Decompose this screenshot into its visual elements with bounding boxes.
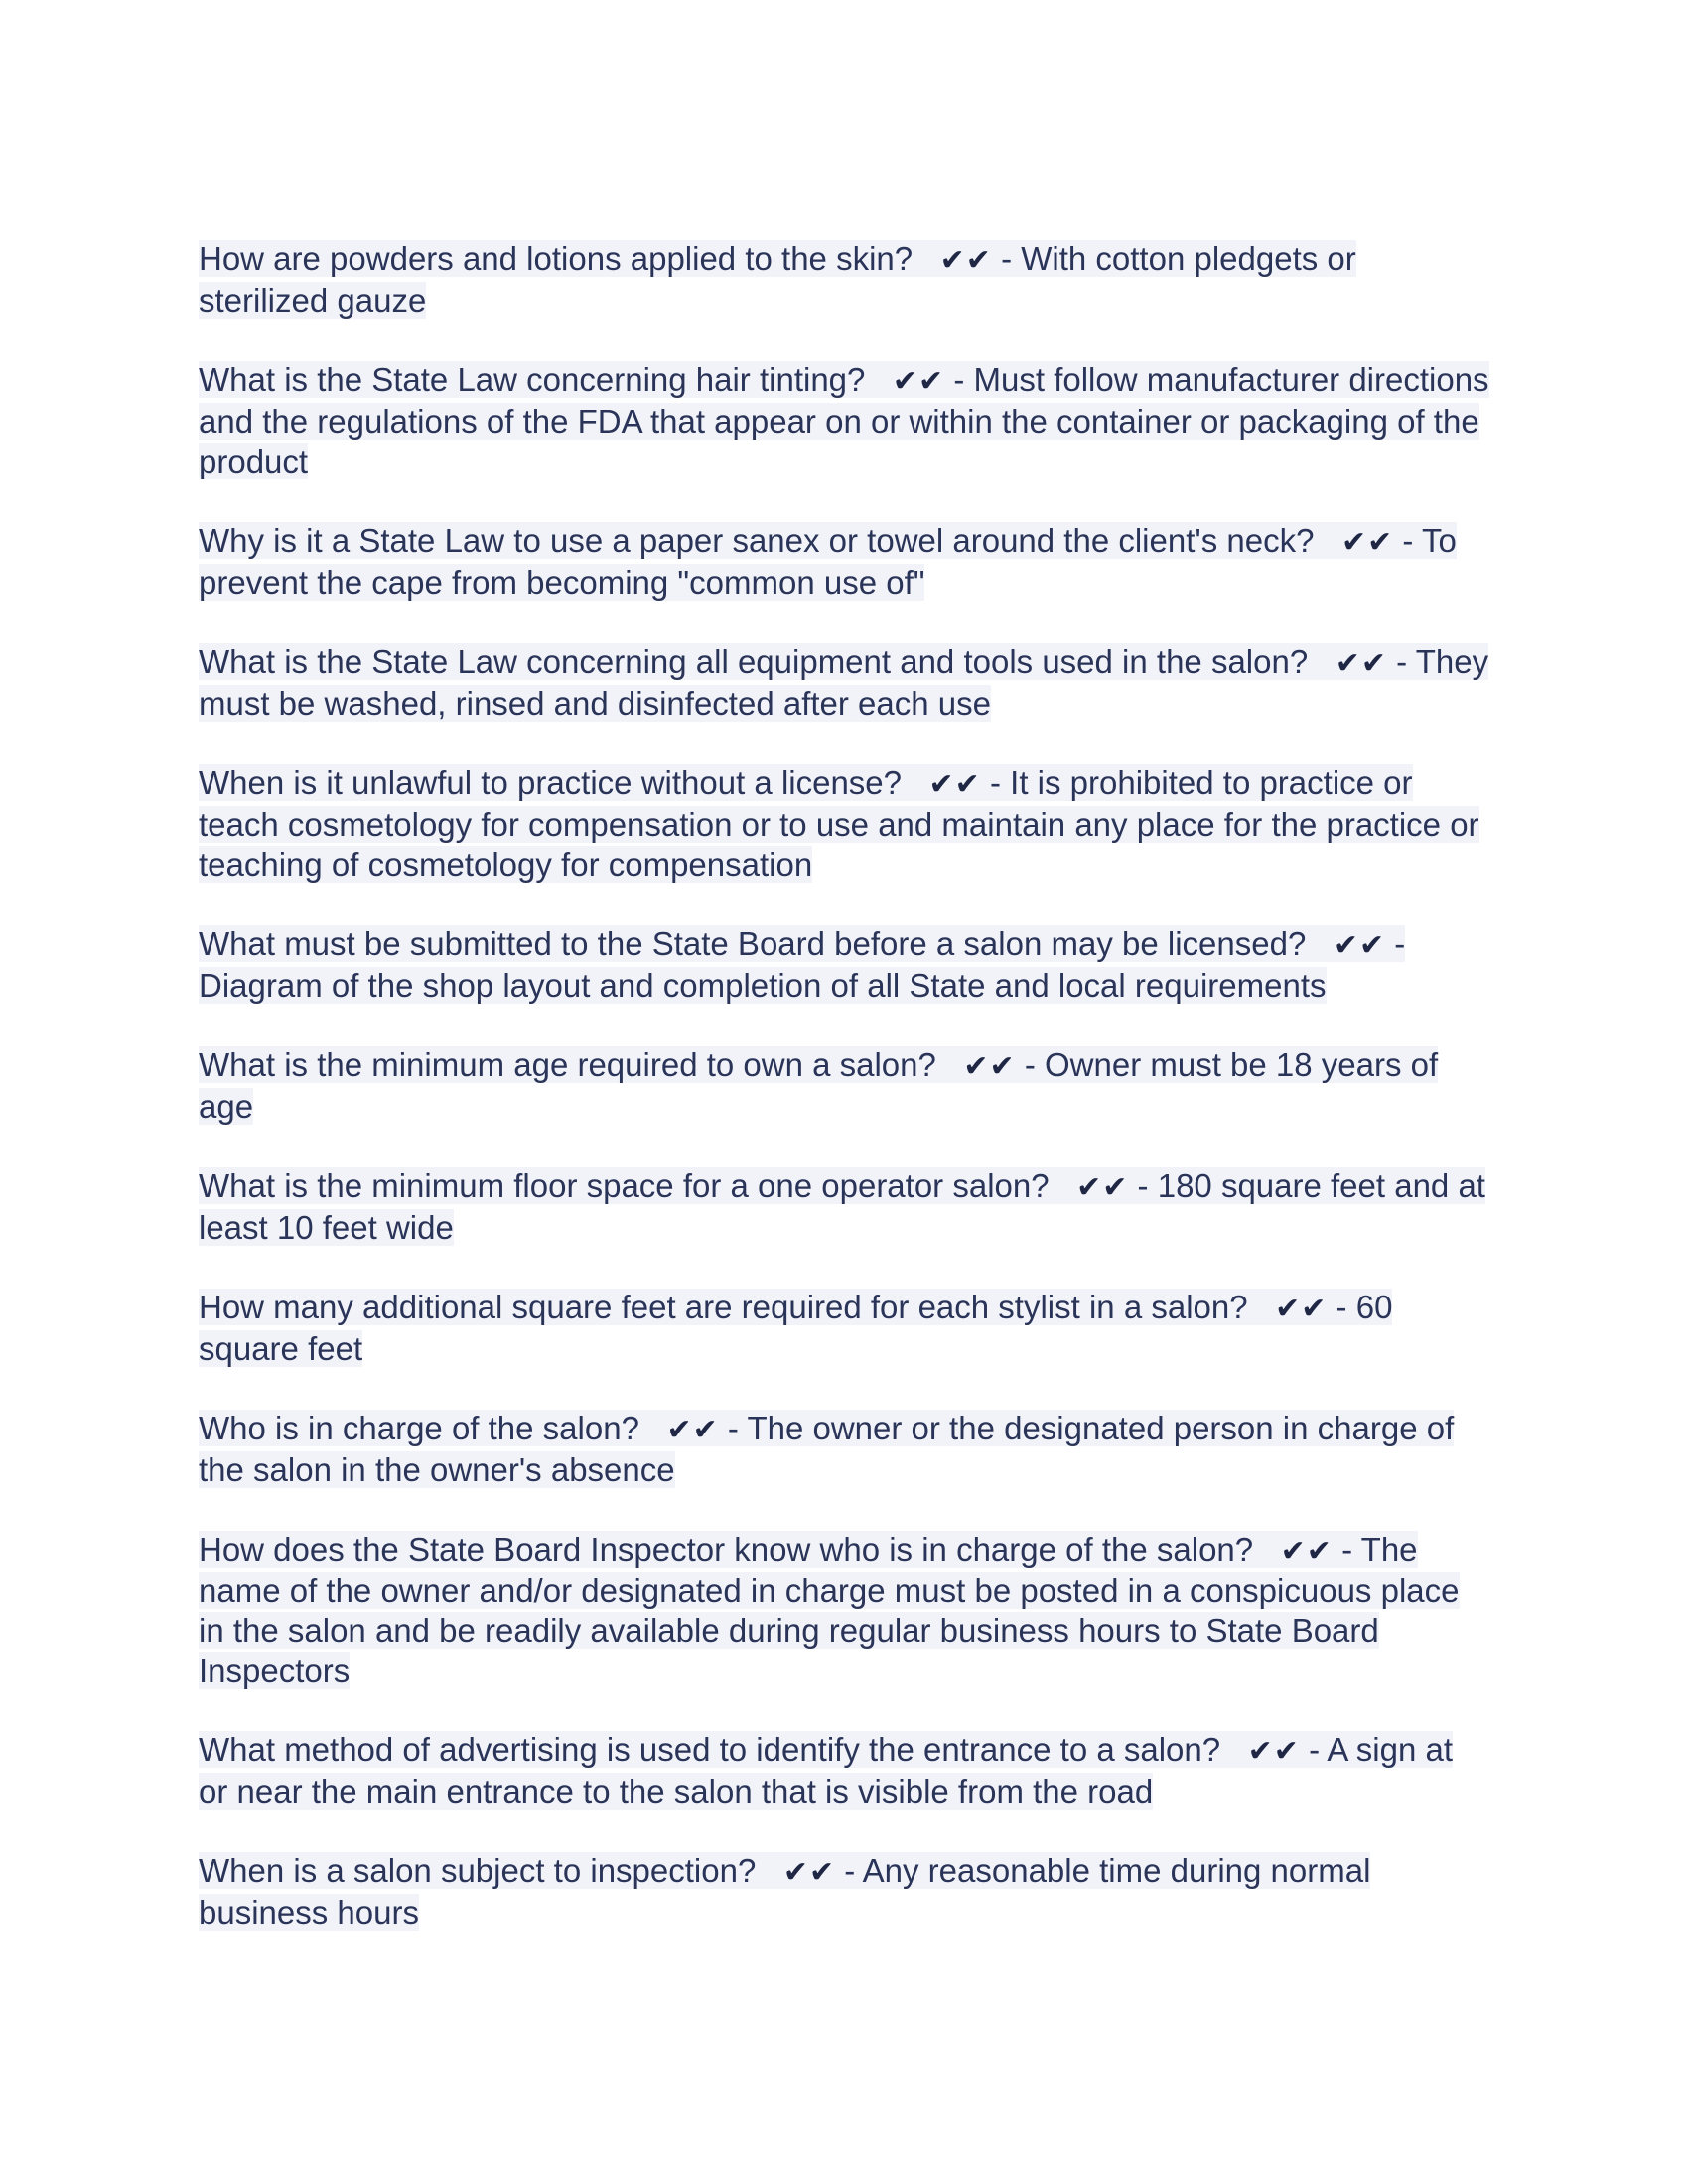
qa-highlight: When is a salon subject to inspection? ✔✔ - Any reasonable time during normal business hours: [199, 1852, 1371, 1931]
qa-highlight: What must be submitted to the State Board before a salon may be licensed? ✔✔ - Diagram of the shop layout and completion of all State and local requirements: [199, 925, 1406, 1004]
qa-text: [199, 1409, 1489, 1490]
double-check-icon: ✔✔: [1340, 525, 1394, 560]
qa-text: [199, 763, 1489, 885]
answer-text: The owner or the designated person in charge of the salon in the owner's absence: [199, 1410, 1455, 1488]
question-text: How are powders and lotions applied to the skin?: [199, 240, 914, 277]
answer-text: A sign at or near the main entrance to the salon that is visible from the road: [199, 1731, 1454, 1810]
question-text: What is the State Law concerning all equipment and tools used in the salon?: [199, 643, 1309, 680]
double-check-icon: ✔✔: [666, 1413, 719, 1447]
answer-text: Any reasonable time during normal business hours: [199, 1852, 1371, 1931]
question-text: What is the minimum floor space for a one operator salon?: [199, 1167, 1050, 1204]
double-check-icon: ✔✔: [1275, 1292, 1328, 1326]
answer-text: To prevent the cape from becoming "common use of": [199, 522, 1457, 601]
qa-item: [199, 1288, 1489, 1369]
answer-text: The name of the owner and/or designated in charge must be posted in a conspicuous place in the salon and be readily available during regular business hours to State Board Inspectors: [199, 1531, 1460, 1689]
qa-text: [199, 360, 1489, 481]
double-check-icon: ✔✔: [1333, 928, 1386, 963]
question-text: What is the State Law concerning hair tinting?: [199, 361, 866, 398]
double-check-icon: ✔✔: [892, 364, 945, 399]
qa-item: [199, 1409, 1489, 1490]
qa-item: [199, 642, 1489, 724]
question-text: How many additional square feet are required for each stylist in a salon?: [199, 1289, 1248, 1325]
answer-text: 60 square feet: [199, 1289, 1393, 1367]
question-text: What is the minimum age required to own a salon?: [199, 1046, 936, 1083]
answer-text: They must be washed, rinsed and disinfected after each use: [199, 643, 1489, 722]
qa-item: [199, 763, 1489, 885]
double-check-icon: ✔✔: [1076, 1170, 1129, 1205]
answer-text: Diagram of the shop layout and completion of all State and local requirements: [199, 967, 1327, 1004]
qa-text: [199, 924, 1489, 1006]
qa-highlight: How are powders and lotions applied to the skin? ✔✔ - With cotton pledgets or sterilized gauze: [199, 240, 1356, 319]
question-text: What must be submitted to the State Board before a salon may be licensed?: [199, 925, 1307, 962]
qa-highlight: What is the minimum floor space for a one operator salon? ✔✔ - 180 square feet and at least 10 feet wide: [199, 1167, 1485, 1246]
question-text: When is a salon subject to inspection?: [199, 1852, 757, 1889]
answer-text: With cotton pledgets or sterilized gauze: [199, 240, 1356, 319]
qa-highlight: How does the State Board Inspector know who is in charge of the salon? ✔✔ - The name of the owner and/or designated in charge must be posted in a conspicuous place in the salon and be readily available during regular business hours to State Board Inspectors: [199, 1531, 1460, 1689]
qa-item: [199, 1530, 1489, 1691]
answer-text: Owner must be 18 years of age: [199, 1046, 1439, 1125]
qa-text: [199, 239, 1489, 321]
answer-text: Must follow manufacturer directions and the regulations of the FDA that appear on or within the container or packaging of the product: [199, 361, 1489, 479]
qa-item: [199, 1166, 1489, 1248]
qa-item: [199, 924, 1489, 1006]
qa-text: [199, 1166, 1489, 1248]
qa-highlight: How many additional square feet are required for each stylist in a salon? ✔✔ - 60 square feet: [199, 1289, 1393, 1367]
double-check-icon: ✔✔: [782, 1855, 836, 1890]
qa-highlight: What is the State Law concerning hair tinting? ✔✔ - Must follow manufacturer directions and the regulations of the FDA that appear on or within the container or packaging of the product: [199, 361, 1489, 479]
question-text: Who is in charge of the salon?: [199, 1410, 639, 1446]
double-check-icon: ✔✔: [928, 767, 981, 802]
question-text: Why is it a State Law to use a paper sanex or towel around the client's neck?: [199, 522, 1315, 559]
qa-item: [199, 1045, 1489, 1127]
double-check-icon: ✔✔: [1335, 646, 1387, 681]
qa-text: [199, 521, 1489, 603]
double-check-icon: ✔✔: [1247, 1734, 1300, 1769]
answer-text: 180 square feet and at least 10 feet wide: [199, 1167, 1485, 1246]
qa-highlight: What is the minimum age required to own a salon? ✔✔ - Owner must be 18 years of age: [199, 1046, 1439, 1125]
qa-highlight: What method of advertising is used to identify the entrance to a salon? ✔✔ - A sign at or near the main entrance to the salon that is visible from the road: [199, 1731, 1454, 1810]
answer-text: It is prohibited to practice or teach cosmetology for compensation or to use and maintain any place for the practice or teaching of cosmetology for compensation: [199, 764, 1479, 883]
qa-item: [199, 1851, 1489, 1933]
qa-highlight: Who is in charge of the salon? ✔✔ - The owner or the designated person in charge of the salon in the owner's absence: [199, 1410, 1455, 1488]
qa-item: [199, 1730, 1489, 1812]
qa-list: [199, 239, 1489, 1973]
qa-text: [199, 1045, 1489, 1127]
double-check-icon: ✔✔: [1280, 1534, 1333, 1569]
qa-text: [199, 1530, 1489, 1691]
question-text: When is it unlawful to practice without a license?: [199, 764, 903, 801]
qa-highlight: Why is it a State Law to use a paper sanex or towel around the client's neck? ✔✔ - To prevent the cape from becoming "common use of": [199, 522, 1457, 601]
qa-item: [199, 360, 1489, 481]
question-text: What method of advertising is used to identify the entrance to a salon?: [199, 1731, 1221, 1768]
double-check-icon: ✔✔: [963, 1049, 1016, 1084]
qa-item: [199, 239, 1489, 321]
qa-highlight: When is it unlawful to practice without a license? ✔✔ - It is prohibited to practice or teach cosmetology for compensation or to use and maintain any place for the practice or teaching of cosmetology for compensation: [199, 764, 1479, 883]
qa-text: [199, 1730, 1489, 1812]
question-text: How does the State Board Inspector know who is in charge of the salon?: [199, 1531, 1254, 1568]
qa-item: [199, 521, 1489, 603]
qa-highlight: What is the State Law concerning all equipment and tools used in the salon? ✔✔ - They must be washed, rinsed and disinfected after each use: [199, 643, 1489, 722]
double-check-icon: ✔✔: [939, 243, 992, 278]
qa-text: [199, 642, 1489, 724]
qa-text: [199, 1851, 1489, 1933]
qa-text: [199, 1288, 1489, 1369]
